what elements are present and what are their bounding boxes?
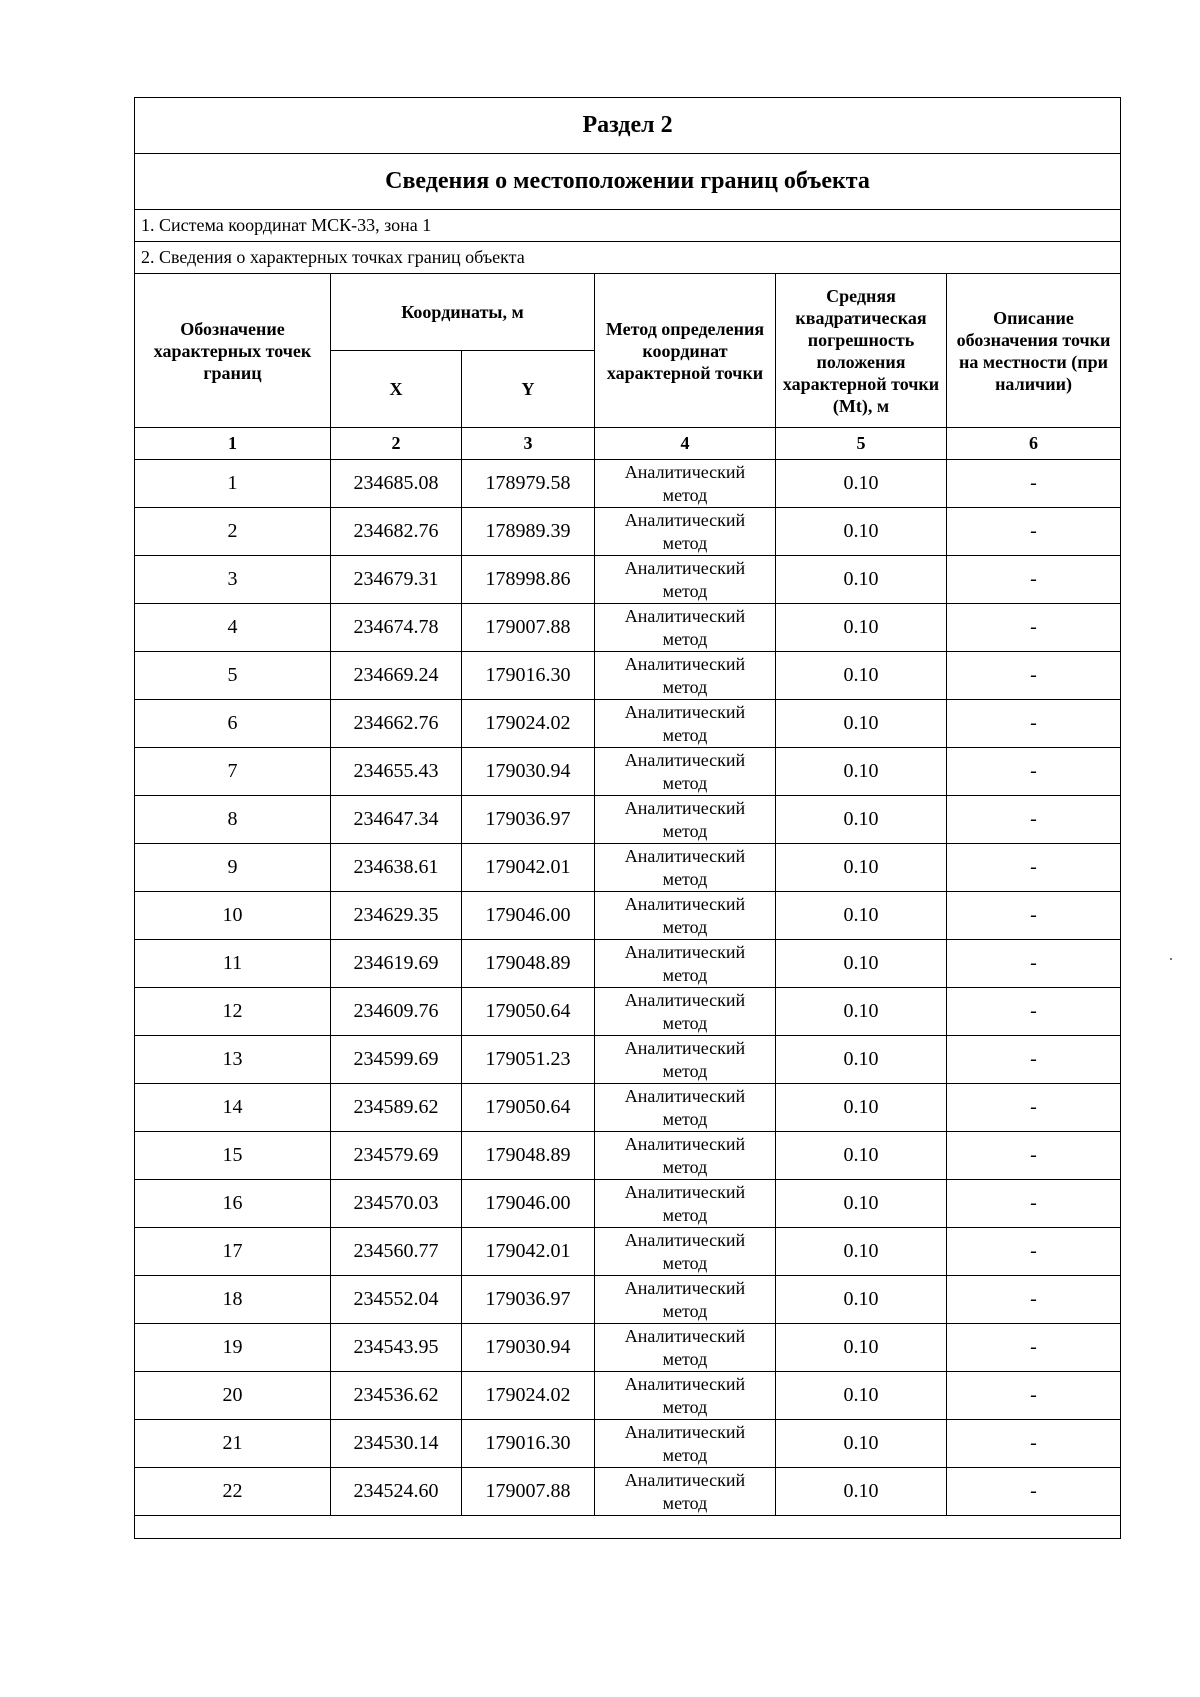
- accuracy-cell: 0.10: [776, 1084, 947, 1132]
- coord-system-line: 1. Система координат МСК-33, зона 1: [135, 210, 1121, 242]
- y-coordinate-cell: 179042.01: [462, 844, 595, 892]
- table-row: [135, 940, 1121, 988]
- table-row: [135, 796, 1121, 844]
- x-coordinate-cell: 234609.76: [331, 988, 462, 1036]
- y-coordinate-cell: 179048.89: [462, 1132, 595, 1180]
- x-coordinate-cell: 234674.78: [331, 604, 462, 652]
- point-number-cell: 4: [135, 604, 331, 652]
- method-text-line: Аналитический: [624, 653, 746, 674]
- accuracy-cell: 0.10: [776, 1228, 947, 1276]
- description-cell: -: [947, 892, 1121, 940]
- table-row: [135, 748, 1121, 796]
- method-cell: [595, 892, 776, 940]
- table-row: [135, 1132, 1121, 1180]
- description-cell: -: [947, 1228, 1121, 1276]
- table-row: [135, 1036, 1121, 1084]
- x-coordinate-cell: 234552.04: [331, 1276, 462, 1324]
- description-cell: -: [947, 460, 1121, 508]
- table-row: [135, 892, 1121, 940]
- point-number-cell: 18: [135, 1276, 331, 1324]
- point-number-cell: 3: [135, 556, 331, 604]
- method-text-line: метод: [662, 820, 708, 841]
- table-row: [135, 508, 1121, 556]
- description-cell: -: [947, 604, 1121, 652]
- column-number: 2: [331, 428, 462, 460]
- column-number: 4: [595, 428, 776, 460]
- x-coordinate-cell: 234685.08: [331, 460, 462, 508]
- method-text-line: метод: [662, 580, 708, 601]
- x-coordinate-cell: 234669.24: [331, 652, 462, 700]
- header-point-designation: Обозначение характерных точек границ: [135, 274, 331, 428]
- y-coordinate-cell: 179030.94: [462, 1324, 595, 1372]
- point-number-cell: 9: [135, 844, 331, 892]
- description-cell: -: [947, 1372, 1121, 1420]
- method-cell: [595, 1132, 776, 1180]
- description-cell: -: [947, 1276, 1121, 1324]
- method-cell: [595, 652, 776, 700]
- accuracy-cell: 0.10: [776, 652, 947, 700]
- x-coordinate-cell: 234682.76: [331, 508, 462, 556]
- method-text-line: Аналитический: [624, 1373, 746, 1394]
- column-number-row: [135, 428, 1121, 460]
- point-number-cell: 22: [135, 1468, 331, 1516]
- method-text-line: метод: [662, 1204, 708, 1225]
- table-row: [135, 1372, 1121, 1420]
- y-coordinate-cell: 179046.00: [462, 1180, 595, 1228]
- method-cell: [595, 748, 776, 796]
- footer-cell: [135, 1516, 1121, 1539]
- accuracy-cell: 0.10: [776, 1372, 947, 1420]
- method-cell: [595, 1228, 776, 1276]
- method-text-line: Аналитический: [624, 1181, 746, 1202]
- method-cell: [595, 700, 776, 748]
- y-coordinate-cell: 179036.97: [462, 796, 595, 844]
- table-row: [135, 604, 1121, 652]
- y-coordinate-cell: 179024.02: [462, 1372, 595, 1420]
- method-text-line: Аналитический: [624, 797, 746, 818]
- column-number: 3: [462, 428, 595, 460]
- y-coordinate-cell: 179024.02: [462, 700, 595, 748]
- method-text-line: метод: [662, 1108, 708, 1129]
- description-cell: -: [947, 748, 1121, 796]
- description-cell: -: [947, 1180, 1121, 1228]
- points-caption-line: 2. Сведения о характерных точках границ объекта: [135, 242, 1121, 274]
- method-cell: [595, 1084, 776, 1132]
- x-coordinate-cell: 234560.77: [331, 1228, 462, 1276]
- accuracy-cell: 0.10: [776, 796, 947, 844]
- y-coordinate-cell: 179046.00: [462, 892, 595, 940]
- table-row: [135, 652, 1121, 700]
- y-coordinate-cell: 179007.88: [462, 604, 595, 652]
- point-number-cell: 2: [135, 508, 331, 556]
- point-number-cell: 12: [135, 988, 331, 1036]
- accuracy-cell: 0.10: [776, 604, 947, 652]
- point-number-cell: 14: [135, 1084, 331, 1132]
- table-row: [135, 988, 1121, 1036]
- description-cell: -: [947, 796, 1121, 844]
- method-text-line: метод: [662, 724, 708, 745]
- y-coordinate-cell: 179050.64: [462, 1084, 595, 1132]
- x-coordinate-cell: 234570.03: [331, 1180, 462, 1228]
- description-cell: -: [947, 940, 1121, 988]
- point-number-cell: 19: [135, 1324, 331, 1372]
- method-text-line: Аналитический: [624, 461, 746, 482]
- method-text-line: Аналитический: [624, 1085, 746, 1106]
- table-row: [135, 1228, 1121, 1276]
- table-row: [135, 1420, 1121, 1468]
- section-subtitle: Сведения о местоположении границ объекта: [135, 154, 1121, 210]
- method-cell: [595, 1420, 776, 1468]
- method-cell: [595, 604, 776, 652]
- x-coordinate-cell: 234679.31: [331, 556, 462, 604]
- x-coordinate-cell: 234530.14: [331, 1420, 462, 1468]
- method-text-line: метод: [662, 1252, 708, 1273]
- method-text-line: Аналитический: [624, 509, 746, 530]
- table-row: [135, 556, 1121, 604]
- point-number-cell: 16: [135, 1180, 331, 1228]
- description-cell: -: [947, 652, 1121, 700]
- method-cell: [595, 556, 776, 604]
- column-number: 5: [776, 428, 947, 460]
- header-coordinates: Координаты, м: [331, 274, 595, 351]
- accuracy-cell: 0.10: [776, 1132, 947, 1180]
- accuracy-cell: 0.10: [776, 892, 947, 940]
- description-cell: -: [947, 844, 1121, 892]
- accuracy-cell: 0.10: [776, 988, 947, 1036]
- x-coordinate-cell: 234524.60: [331, 1468, 462, 1516]
- accuracy-cell: 0.10: [776, 1180, 947, 1228]
- method-cell: [595, 1324, 776, 1372]
- y-coordinate-cell: 179030.94: [462, 748, 595, 796]
- method-cell: [595, 1372, 776, 1420]
- points-table-body: [135, 460, 1121, 1516]
- description-cell: -: [947, 988, 1121, 1036]
- method-cell: [595, 460, 776, 508]
- table-row: [135, 700, 1121, 748]
- point-number-cell: 21: [135, 1420, 331, 1468]
- method-text-line: Аналитический: [624, 701, 746, 722]
- y-coordinate-cell: 179036.97: [462, 1276, 595, 1324]
- description-cell: -: [947, 1324, 1121, 1372]
- method-text-line: Аналитический: [624, 605, 746, 626]
- method-text-line: Аналитический: [624, 1277, 746, 1298]
- y-coordinate-cell: 179048.89: [462, 940, 595, 988]
- y-coordinate-cell: 179007.88: [462, 1468, 595, 1516]
- point-number-cell: 15: [135, 1132, 331, 1180]
- point-number-cell: 20: [135, 1372, 331, 1420]
- y-coordinate-cell: 179051.23: [462, 1036, 595, 1084]
- method-text-line: Аналитический: [624, 1133, 746, 1154]
- table-row: [135, 1324, 1121, 1372]
- method-text-line: Аналитический: [624, 1325, 746, 1346]
- x-coordinate-cell: 234589.62: [331, 1084, 462, 1132]
- method-cell: [595, 844, 776, 892]
- point-number-cell: 7: [135, 748, 331, 796]
- method-text-line: метод: [662, 772, 708, 793]
- x-coordinate-cell: 234579.69: [331, 1132, 462, 1180]
- method-text-line: Аналитический: [624, 557, 746, 578]
- method-text-line: метод: [662, 1396, 708, 1417]
- column-number: 1: [135, 428, 331, 460]
- x-coordinate-cell: 234599.69: [331, 1036, 462, 1084]
- method-text-line: метод: [662, 1060, 708, 1081]
- method-cell: [595, 1276, 776, 1324]
- scan-speck: [1170, 958, 1172, 960]
- point-number-cell: 5: [135, 652, 331, 700]
- y-coordinate-cell: 178979.58: [462, 460, 595, 508]
- method-cell: [595, 1180, 776, 1228]
- y-coordinate-cell: 179016.30: [462, 1420, 595, 1468]
- header-method: Метод определения координат характерной точки: [595, 274, 776, 428]
- point-number-cell: 8: [135, 796, 331, 844]
- method-text-line: метод: [662, 484, 708, 505]
- y-coordinate-cell: 178998.86: [462, 556, 595, 604]
- accuracy-cell: 0.10: [776, 844, 947, 892]
- x-coordinate-cell: 234662.76: [331, 700, 462, 748]
- point-number-cell: 10: [135, 892, 331, 940]
- method-text-line: Аналитический: [624, 1229, 746, 1250]
- accuracy-cell: 0.10: [776, 1276, 947, 1324]
- header-description: Описание обозначения точки на местности (при наличии): [947, 274, 1121, 428]
- x-coordinate-cell: 234543.95: [331, 1324, 462, 1372]
- header-x: X: [331, 351, 462, 428]
- accuracy-cell: 0.10: [776, 556, 947, 604]
- method-text-line: Аналитический: [624, 893, 746, 914]
- description-cell: -: [947, 508, 1121, 556]
- method-text-line: метод: [662, 532, 708, 553]
- x-coordinate-cell: 234619.69: [331, 940, 462, 988]
- header-accuracy: Средняя квадратическая погрешность положения характерной точки (Mt), м: [776, 274, 947, 428]
- point-number-cell: 1: [135, 460, 331, 508]
- point-number-cell: 17: [135, 1228, 331, 1276]
- table-row: [135, 460, 1121, 508]
- x-coordinate-cell: 234638.61: [331, 844, 462, 892]
- table-row: [135, 844, 1121, 892]
- accuracy-cell: 0.10: [776, 1420, 947, 1468]
- y-coordinate-cell: 178989.39: [462, 508, 595, 556]
- method-cell: [595, 508, 776, 556]
- x-coordinate-cell: 234655.43: [331, 748, 462, 796]
- method-text-line: метод: [662, 1012, 708, 1033]
- description-cell: -: [947, 1132, 1121, 1180]
- method-text-line: метод: [662, 1348, 708, 1369]
- method-text-line: метод: [662, 916, 708, 937]
- method-text-line: метод: [662, 1492, 708, 1513]
- description-cell: -: [947, 700, 1121, 748]
- description-cell: -: [947, 1420, 1121, 1468]
- method-text-line: Аналитический: [624, 749, 746, 770]
- accuracy-cell: 0.10: [776, 700, 947, 748]
- x-coordinate-cell: 234536.62: [331, 1372, 462, 1420]
- boundary-points-document: [134, 97, 1121, 1539]
- accuracy-cell: 0.10: [776, 940, 947, 988]
- method-text-line: метод: [662, 1300, 708, 1321]
- accuracy-cell: 0.10: [776, 1324, 947, 1372]
- method-cell: [595, 940, 776, 988]
- table-row: [135, 1180, 1121, 1228]
- table-row: [135, 1276, 1121, 1324]
- method-cell: [595, 796, 776, 844]
- description-cell: -: [947, 1036, 1121, 1084]
- method-text-line: Аналитический: [624, 1469, 746, 1490]
- method-cell: [595, 1468, 776, 1516]
- x-coordinate-cell: 234647.34: [331, 796, 462, 844]
- table-row: [135, 1468, 1121, 1516]
- point-number-cell: 6: [135, 700, 331, 748]
- section-title: Раздел 2: [135, 98, 1121, 154]
- method-text-line: Аналитический: [624, 1037, 746, 1058]
- point-number-cell: 13: [135, 1036, 331, 1084]
- description-cell: -: [947, 1468, 1121, 1516]
- x-coordinate-cell: 234629.35: [331, 892, 462, 940]
- method-text-line: метод: [662, 964, 708, 985]
- method-text-line: Аналитический: [624, 845, 746, 866]
- method-text-line: Аналитический: [624, 989, 746, 1010]
- method-text-line: метод: [662, 676, 708, 697]
- accuracy-cell: 0.10: [776, 1036, 947, 1084]
- method-text-line: метод: [662, 628, 708, 649]
- table-row: [135, 1084, 1121, 1132]
- header-y: Y: [462, 351, 595, 428]
- method-text-line: метод: [662, 1444, 708, 1465]
- accuracy-cell: 0.10: [776, 1468, 947, 1516]
- y-coordinate-cell: 179050.64: [462, 988, 595, 1036]
- method-cell: [595, 1036, 776, 1084]
- description-cell: -: [947, 1084, 1121, 1132]
- accuracy-cell: 0.10: [776, 460, 947, 508]
- column-number: 6: [947, 428, 1121, 460]
- method-text-line: Аналитический: [624, 941, 746, 962]
- description-cell: -: [947, 556, 1121, 604]
- method-cell: [595, 988, 776, 1036]
- point-number-cell: 11: [135, 940, 331, 988]
- y-coordinate-cell: 179042.01: [462, 1228, 595, 1276]
- method-text-line: метод: [662, 1156, 708, 1177]
- method-text-line: Аналитический: [624, 1421, 746, 1442]
- method-text-line: метод: [662, 868, 708, 889]
- table-footer-row: [135, 1516, 1121, 1539]
- accuracy-cell: 0.10: [776, 748, 947, 796]
- accuracy-cell: 0.10: [776, 508, 947, 556]
- y-coordinate-cell: 179016.30: [462, 652, 595, 700]
